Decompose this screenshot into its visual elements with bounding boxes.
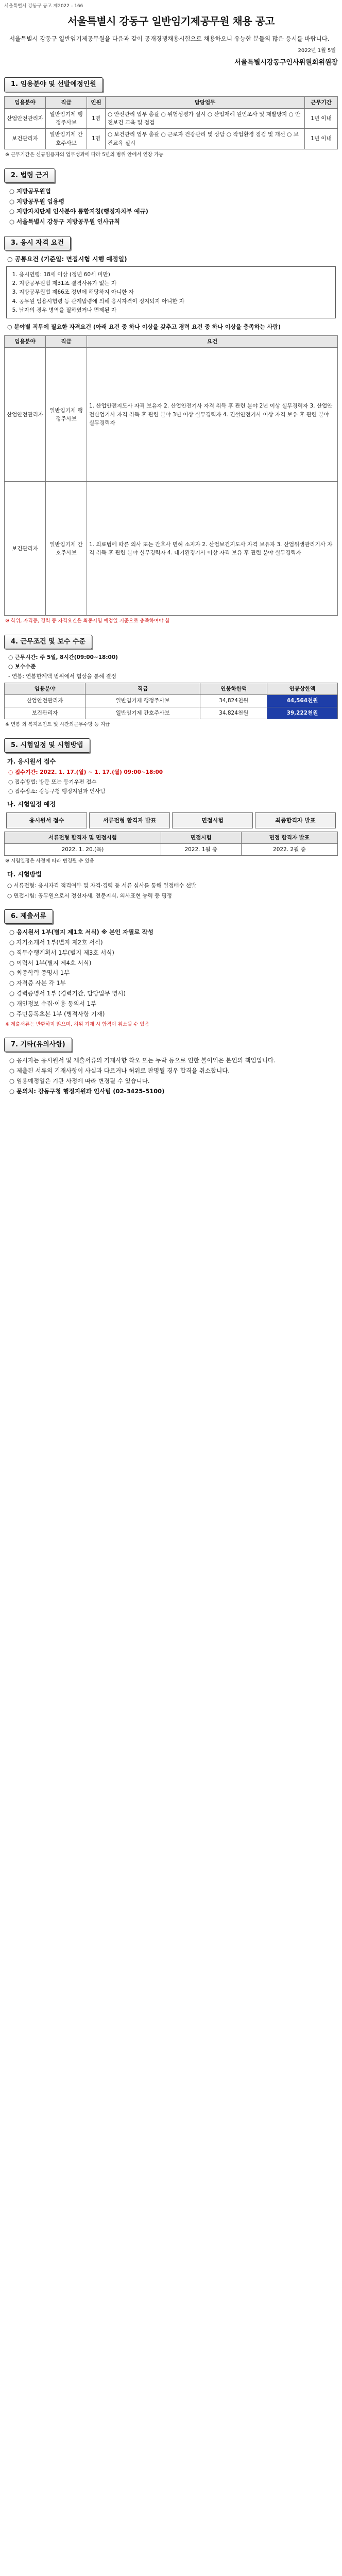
list-item: ○ 서울특별시 강동구 지방공무원 인사규칙 — [9, 218, 120, 226]
list-item: ○ 직무수행계획서 1부(별지 제3호 서식) — [9, 948, 114, 956]
cell: 1명 — [87, 108, 106, 129]
list-item: ○ 응시원서 1부(별지 제1호 서식) ※ 본인 자필로 작성 — [9, 928, 153, 936]
list-item: ○ 지방공무원법 — [9, 187, 51, 195]
list-item: ○ 주민등록초본 1부 (병적사항 기재) — [9, 1010, 105, 1018]
cell: 일반임기제 간호주사보 — [46, 482, 87, 616]
cell: 2022. 1월 중 — [161, 843, 241, 855]
cell: 일반임기제 간호주사보 — [86, 707, 200, 719]
list-item: 5. 남자의 경우 병역을 필하였거나 면제된 자 — [19, 306, 331, 314]
method-text: ○ 서류전형: 응시자격 적격여부 및 자격·경력 등 서류 심사를 통해 일정배수 선발 — [7, 882, 197, 889]
list-item: ○ 지방공무원 임용령 — [9, 197, 64, 205]
section-7-title: 7. 기타(유의사항) — [4, 1038, 72, 1052]
cell: 산업안전관리자 — [5, 348, 46, 482]
common-req-box — [6, 266, 336, 318]
notice-page — [0, 0, 342, 1103]
cell: 일반임기제 행정주사보 — [86, 695, 200, 707]
cell: 1년 이내 — [305, 129, 338, 149]
cell: 1년 이내 — [305, 108, 338, 129]
reception-period: ○ 접수기간: 2022. 1. 17.(월) ~ 1. 17.(월) 09:00~18:00 — [8, 769, 163, 776]
process-steps — [6, 812, 336, 828]
reception-place: ○ 접수장소: 강동구청 행정지원과 인사팀 — [8, 788, 106, 794]
table-row — [5, 843, 338, 855]
table-row — [5, 707, 338, 719]
cell: 일반임기제 행정주사보 — [46, 348, 87, 482]
notice-number: 서울특별시 강동구 공고 제2022 - 166 — [4, 4, 83, 9]
cell: 34,824천원 — [200, 695, 267, 707]
cell: 1. 의료법에 따른 의사 또는 간호사 면허 소지자 2. 산업보건지도사 자격 보유자 3. 산업위생관리기사 자격 취득 후 관련 분야 실무경력자 4. 대기환경기사 이상 자격 보유 후 관련 분야 실무경력자 — [87, 482, 338, 616]
col-header: 직급 — [46, 96, 87, 108]
section-6-title: 6. 제출서류 — [4, 909, 53, 924]
cell: 2022. 1. 20.(목) — [5, 843, 161, 855]
section-4-title: 4. 근무조건 및 보수 수준 — [4, 635, 92, 649]
footnote: ※ 근무기간은 신규임용자의 업무성과에 따라 5년의 범위 안에서 연장 가능 — [5, 151, 164, 158]
list-item: 4. 공무원 임용시험령 등 관계법령에 의해 응시자격이 정지되지 아니한 자 — [19, 297, 331, 306]
reception-method: ○ 접수방법: 방문 또는 등기우편 접수 — [8, 778, 97, 785]
list-item: ○ 응시자는 응시원서 및 제출서류의 기재사항 착오 또는 누락 등으로 인한 불이익은 본인의 책임입니다. — [9, 1057, 276, 1064]
process-step: 면접시험 — [172, 812, 253, 828]
col-header: 담당업무 — [106, 96, 305, 108]
cell: ○ 보건관리 업무 총괄 ○ 근로자 건강관리 및 상담 ○ 작업환경 점검 및 개선 ○ 보건교육 실시 — [106, 129, 305, 149]
cell: 1. 산업안전지도사 자격 보유자 2. 산업안전기사 자격 취득 후 관련 분야 2년 이상 실무경력자 3. 산업안전산업기사 자격 취득 후 관련 분야 3년 이상 실무경력자 4. 건설안전기사 이상 자격 보유 후 관련 분야 실무경력자 — [87, 348, 338, 482]
table-row — [5, 129, 338, 149]
documents-list — [9, 928, 338, 1019]
intro-text: 서울특별시 강동구 일반임기제공무원을 다음과 같이 공개경쟁채용시험으로 채용하오니 유능한 분들의 많은 응시를 바랍니다. — [9, 35, 330, 42]
section-3-title: 3. 응시 자격 요건 — [4, 236, 71, 250]
schedule-table — [4, 832, 338, 856]
method-text: ○ 면접시험: 공무원으로서 정신자세, 전문지식, 의사표현 능력 등 평정 — [7, 892, 172, 899]
col-header: 임용분야 — [5, 683, 86, 695]
list-item: ○ 자기소개서 1부(별지 제2호 서식) — [9, 939, 103, 946]
list-item: ○ 최종학력 증명서 1부 — [9, 969, 70, 977]
list-item: 2. 지방공무원법 제31조 결격사유가 없는 자 — [19, 279, 331, 287]
col-header: 임용분야 — [5, 336, 46, 348]
list-item: ○ 개인정보 수집·이용 동의서 1부 — [9, 999, 96, 1007]
col-header: 서류전형 합격자 및 면접시험 — [5, 832, 161, 843]
table-row — [5, 348, 338, 482]
section-3-header — [4, 236, 338, 250]
section-6-header — [4, 909, 338, 924]
salary-table — [4, 683, 338, 719]
list-item: ○ 임용예정일은 기관 사정에 따라 변경될 수 있습니다. — [9, 1077, 150, 1084]
schedule-heading: 나. 시험일정 예정 — [7, 801, 56, 808]
cell: 44,564천원 — [267, 695, 337, 707]
cell: 일반임기제 행정주사보 — [46, 108, 87, 129]
reception-heading: 가. 응시원서 접수 — [7, 757, 56, 765]
method-heading: 다. 시험방법 — [7, 870, 42, 878]
col-header: 면접 합격자 발표 — [241, 832, 337, 843]
cell: 보건관리자 — [5, 129, 46, 149]
process-step: 응시원서 접수 — [6, 812, 87, 828]
cell: 일반임기제 간호주사보 — [46, 129, 87, 149]
schedule-note: ※ 시험일정은 사정에 따라 변경될 수 있음 — [5, 858, 94, 865]
work-conditions — [4, 653, 338, 681]
col-header: 연봉하한액 — [200, 683, 267, 695]
document-title: 서울특별시 강동구 일반임기제공무원 채용 공고 — [67, 14, 275, 27]
pay-note: ※ 연봉 외 복지포인트 및 시간외근무수당 등 지급 — [5, 721, 110, 727]
col-header: 임용분야 — [5, 96, 46, 108]
cell: ○ 안전관리 업무 총괄 ○ 위험성평가 실시 ○ 산업재해 원인조사 및 재발방지 ○ 안전보건 교육 및 점검 — [106, 108, 305, 129]
list-item: ○ 자격증 사본 각 1부 — [9, 979, 66, 987]
section-1-title: 1. 임용분야 및 선발예정인원 — [4, 77, 103, 92]
section-2-title: 2. 법령 근거 — [4, 168, 55, 183]
cell: 39,222천원 — [267, 707, 337, 719]
cell: 보건관리자 — [5, 707, 86, 719]
col-header: 인원 — [87, 96, 106, 108]
process-step: 최종합격자 발표 — [255, 812, 336, 828]
table-row — [5, 482, 338, 616]
cell: 2022. 2월 중 — [241, 843, 337, 855]
cell: 보건관리자 — [5, 482, 46, 616]
common-req-heading: ○ 공통요건 (기준일: 면접시험 시행 예정일) — [7, 256, 127, 263]
cell: 산업안전관리자 — [5, 695, 86, 707]
list-item: ○ 이력서 1부(별지 제4호 서식) — [9, 959, 92, 967]
section-2-header — [4, 168, 338, 183]
cell: 1명 — [87, 129, 106, 149]
table-row — [5, 108, 338, 129]
list-item: ○ 경력증명서 1부 (경력기간, 담당업무 명시) — [9, 990, 126, 997]
col-header: 직급 — [86, 683, 200, 695]
section-7-header — [4, 1038, 338, 1052]
list-item: 3. 지방공무원법 제66조 정년에 해당하지 아니한 자 — [19, 288, 331, 296]
list-item: ○ 문의처: 강동구청 행정지원과 인사팀 (02-3425-5100) — [9, 1087, 165, 1095]
positions-table — [4, 96, 338, 149]
specific-req-heading: ○ 분야별 직무에 필요한 자격요건 (아래 요건 중 하나 이상을 갖추고 경력 요건 중 하나 이상을 충족하는 사람) — [7, 324, 281, 331]
documents-note: ※ 제출서류는 반환하지 않으며, 허위 기재 시 합격이 취소될 수 있음 — [5, 1021, 149, 1027]
process-step: 서류전형 합격자 발표 — [89, 812, 170, 828]
requirements-table — [4, 335, 338, 616]
cell: 34,824천원 — [200, 707, 267, 719]
list-item: ○ 지방자치단체 인사분야 통합지침(행정자치부 예규) — [9, 208, 148, 215]
section-5-header — [4, 738, 338, 753]
pay-desc: - 연봉: 연봉한계액 범위에서 협상을 통해 결정 — [8, 673, 116, 680]
notes-list — [9, 1056, 338, 1096]
list-item: ○ 제출된 서류의 기재사항이 사실과 다르거나 허위로 판명될 경우 합격을 취소합니다. — [9, 1067, 230, 1075]
work-hours: ○ 근무시간: 주 5일, 8시간(09:00~18:00) — [8, 654, 118, 661]
section-4-header — [4, 635, 338, 649]
notice-date: 2022년 1월 5일 — [298, 47, 336, 54]
section-1-header — [4, 77, 338, 92]
pay-heading: ○ 보수수준 — [8, 664, 36, 670]
reception-details — [4, 768, 338, 795]
col-header: 요건 — [87, 336, 338, 348]
col-header: 연봉상한액 — [267, 683, 337, 695]
cell: 산업안전관리자 — [5, 108, 46, 129]
col-header: 직급 — [46, 336, 87, 348]
list-item: 1. 응시연령: 18세 이상 (정년 60세 미만) — [19, 270, 331, 279]
section-5-title: 5. 시험일정 및 시험방법 — [4, 738, 90, 753]
col-header: 근무기간 — [305, 96, 338, 108]
col-header: 면접시험 — [161, 832, 241, 843]
req-note: ※ 학위, 자격증, 경력 등 자격요건은 최종시험 예정일 기준으로 충족하여야 함 — [5, 618, 170, 624]
issuer: 서울특별시강동구인사위원회위원장 — [234, 59, 338, 67]
law-list — [9, 187, 338, 227]
table-row — [5, 695, 338, 707]
